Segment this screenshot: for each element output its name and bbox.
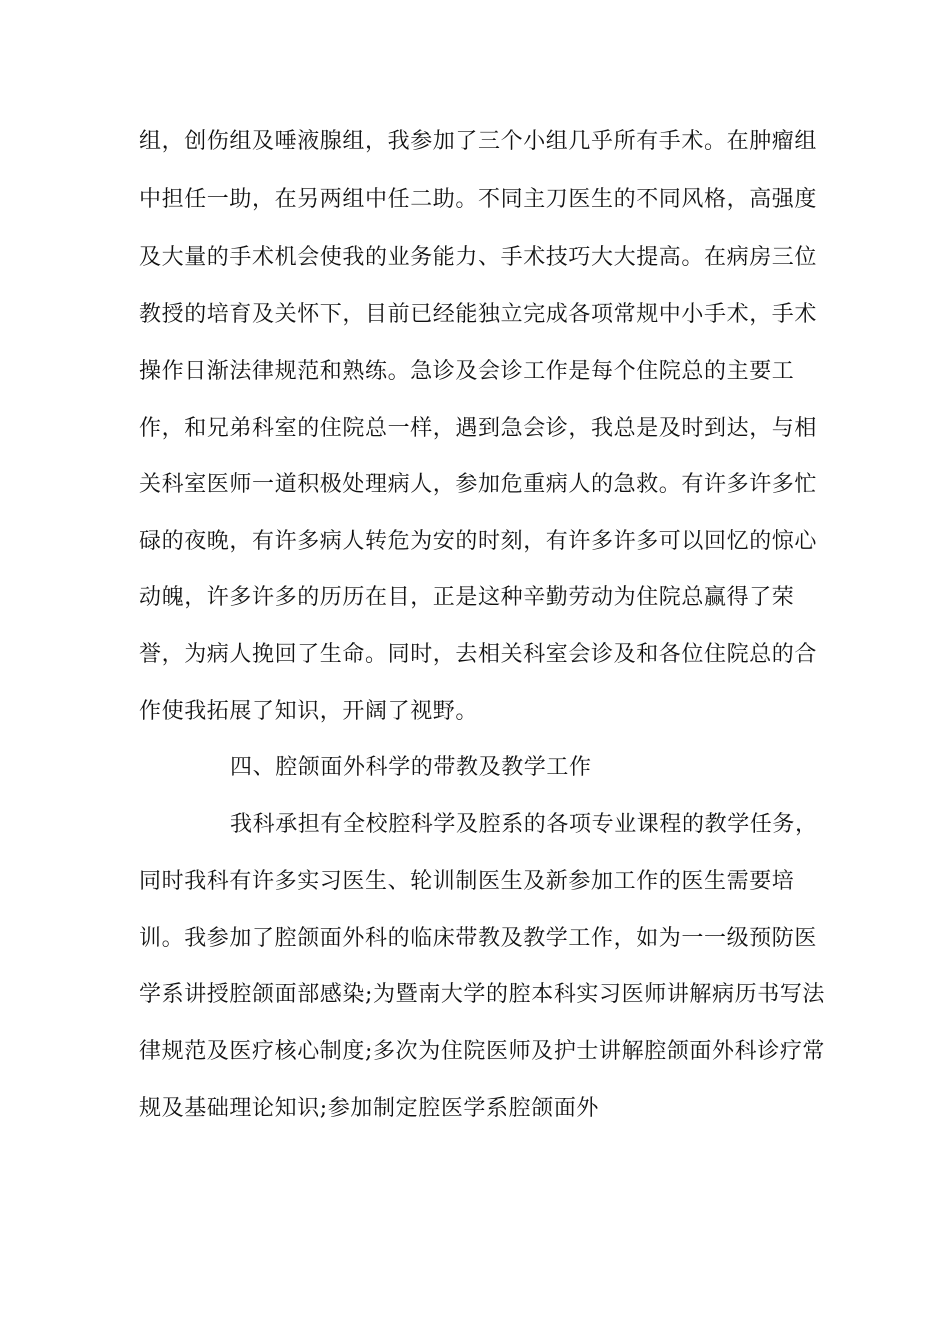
paragraph-line-17: 规及基础理论知识;参加制定腔医学系腔颌面外 [139,1096,600,1121]
paragraph-line-14: 训。我参加了腔颌面外科的临床带教及教学工作，如为一一级预防医 [139,926,818,951]
paragraph-line-10: 誉，为病人挽回了生命。同时，去相关科室会诊及和各位住院总的合 [139,642,818,667]
paragraph-line-2: 中担任一助，在另两组中任二助。不同主刀医生的不同风格，高强度 [139,187,818,212]
paragraph-line-13: 同时我科有许多实习医生、轮训制医生及新参加工作的医生需要培 [139,869,795,894]
paragraph-line-15: 学系讲授腔颌面部感染;为暨南大学的腔本科实习医师讲解病历书写法 [139,982,826,1007]
paragraph-line-11: 作使我拓展了知识，开阔了视野。 [139,699,479,724]
paragraph-line-16: 律规范及医疗核心制度;多次为住院医师及护士讲解腔颌面外科诊疗常 [139,1039,826,1064]
paragraph-line-7: 关科室医师一道积极处理病人，参加危重病人的急救。有许多许多忙 [139,472,818,497]
paragraph-line-12: 我科承担有全校腔科学及腔系的各项专业课程的教学任务， [230,812,818,837]
paragraph-line-9: 动魄，许多许多的历历在目，正是这种辛勤劳动为住院总赢得了荣 [139,585,795,610]
section-heading: 四、腔颌面外科学的带教及教学工作 [230,755,592,780]
paragraph-line-1: 组，创伤组及唾液腺组，我参加了三个小组几乎所有手术。在肿瘤组 [139,129,818,154]
paragraph-line-3: 及大量的手术机会使我的业务能力、手术技巧大大提高。在病房三位 [139,245,818,270]
paragraph-line-6: 作，和兄弟科室的住院总一样，遇到急会诊，我总是及时到达，与相 [139,416,818,441]
paragraph-line-5: 操作日渐法律规范和熟练。急诊及会诊工作是每个住院总的主要工 [139,359,795,384]
paragraph-line-4: 教授的培育及关怀下，目前已经能独立完成各项常规中小手术，手术 [139,302,818,327]
paragraph-line-8: 碌的夜晚，有许多病人转危为安的时刻，有许多许多可以回忆的惊心 [139,529,818,554]
